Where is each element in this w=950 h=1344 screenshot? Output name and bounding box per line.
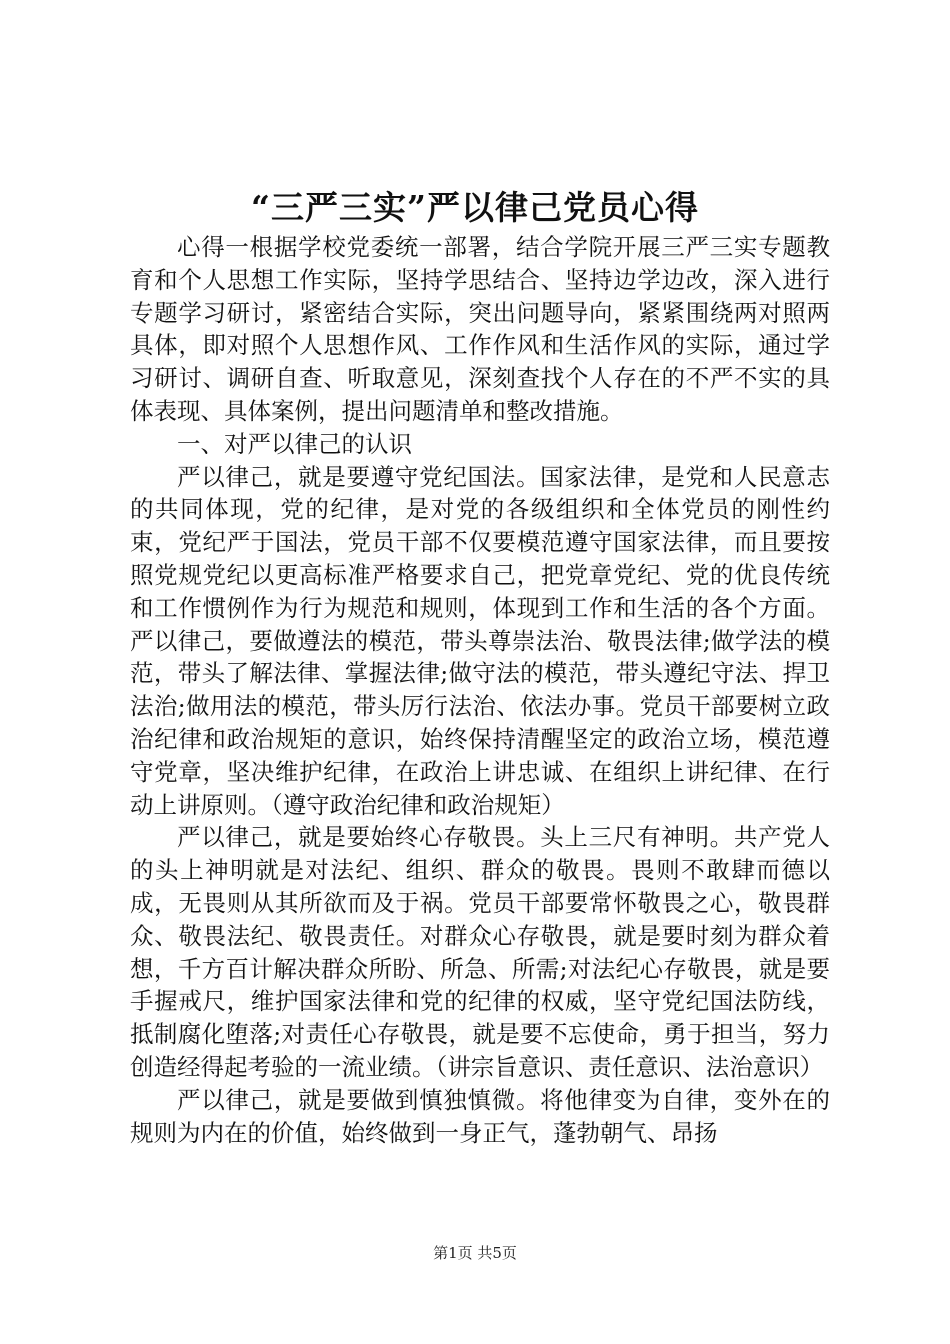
paragraph-intro: 心得一根据学校党委统一部署，结合学院开展三严三实专题教育和个人思想工作实际，坚持学思结合、坚持边学边改，深入进行专题学习研讨，紧密结合实际，突出问题导向，紧紧围绕两对照两具体，即对照个人思想作风、工作作风和生活作风的实际，通过学习研讨、调研自查、听取意见，深刻查找个人存在的不严不实的具体表现、具体案例，提出问题清单和整改措施。 xyxy=(130,233,830,425)
document-title: “三严三实”严以律己党员心得 xyxy=(251,188,699,227)
paragraph-obey-law: 严以律己，就是要遵守党纪国法。国家法律，是党和人民意志的共同体现，党的纪律，是对党的各级组织和全体党员的刚性约束，党纪严于国法，党员干部不仅要模范遵守国家法律，而且要按照党规党纪以更高标准严格要求自己，把党章党纪、党的优良传统和工作惯例作为行为规范和规则，体现到工作和生活的各个方面。严以律己，要做遵法的模范，带头尊崇法治、敬畏法律;做学法的模范，带头了解法律、掌握法律;做守法的模范，带头遵纪守法、捍卫法治;做用法的模范，带头厉行法治、依法办事。党员干部要树立政治纪律和政治规矩的意识，始终保持清醒坚定的政治立场，模范遵守党章，坚决维护纪律，在政治上讲忠诚、在组织上讲纪律、在行动上讲原则。（遵守政治纪律和政治规矩） xyxy=(130,462,830,819)
section-heading: 一、对严以律己的认识 xyxy=(177,429,412,458)
document-body xyxy=(130,231,830,1149)
page-footer: 第1页 共5页 xyxy=(433,1244,517,1262)
paragraph-reverence: 严以律己，就是要始终心存敬畏。头上三尺有神明。共产党人的头上神明就是对法纪、组织、群众的敬畏。畏则不敢肆而德以成，无畏则从其所欲而及于祸。党员干部要常怀敬畏之心，敬畏群众、敬畏法纪、敬畏责任。对群众心存敬畏，就是要时刻为群众着想，千方百计解决群众所盼、所急、所需;对法纪心存敬畏，就是要手握戒尺，维护国家法律和党的纪律的权威，坚守党纪国法防线，抵制腐化堕落;对责任心存敬畏，就是要不忘使命，勇于担当，努力创造经得起考验的一流业绩。（讲宗旨意识、责任意识、法治意识） xyxy=(130,823,830,1081)
paragraph-self-discipline: 严以律己，就是要做到慎独慎微。将他律变为自律，变外在的规则为内在的价值，始终做到一身正气，蓬勃朝气、昂扬 xyxy=(130,1085,830,1147)
